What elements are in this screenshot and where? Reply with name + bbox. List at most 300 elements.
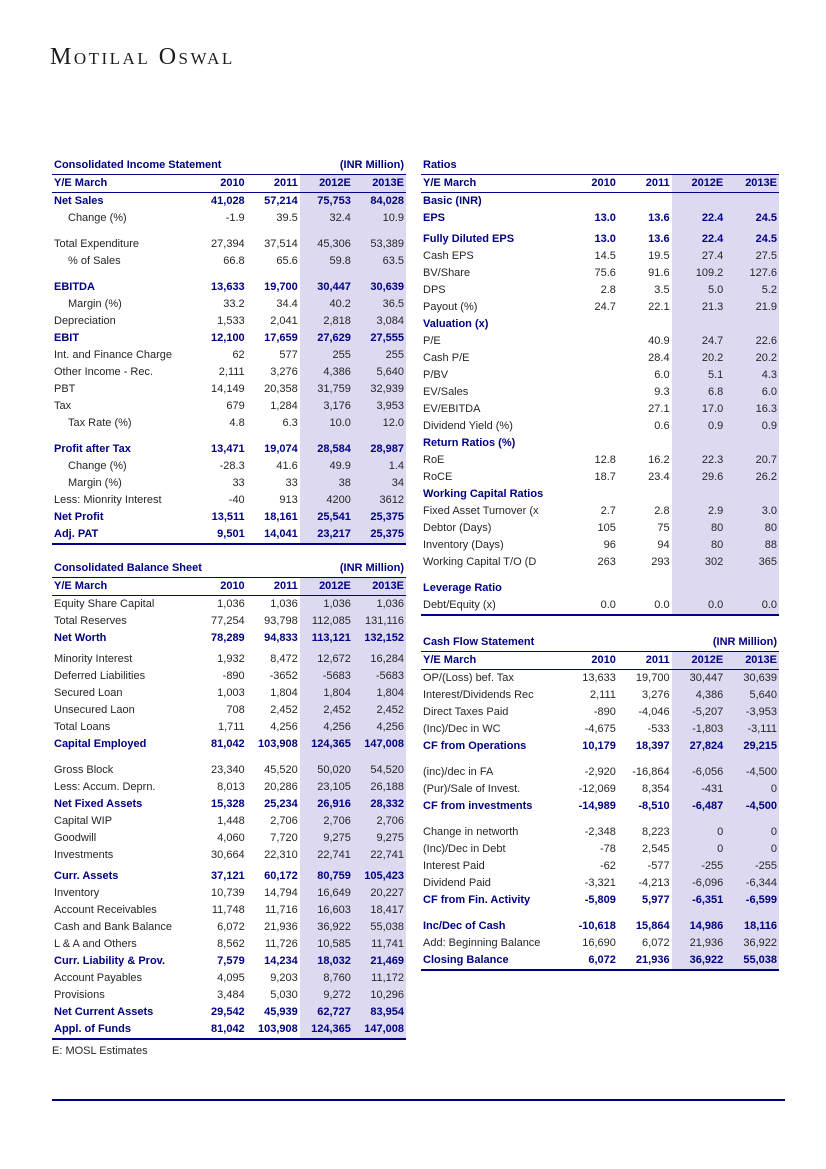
cell-value: -62 [599, 860, 616, 872]
cell-value: -5683 [300, 668, 353, 685]
cell-value: 9,501 [194, 526, 247, 544]
column-header-row [421, 175, 779, 193]
cell-value: 40.9 [648, 335, 670, 347]
year-header: 2010 [194, 175, 247, 193]
table-row [52, 847, 406, 864]
cell-value: 39.5 [276, 212, 298, 224]
table-row [52, 668, 406, 685]
year-header-label: Y/E March [52, 578, 194, 596]
cell-value: 17,659 [264, 332, 298, 344]
table-unit: (INR Million) [300, 157, 406, 175]
row-label: Deferred Liabilities [54, 670, 146, 682]
row-label: Tax Rate (%) [68, 417, 132, 429]
table-row [52, 236, 406, 253]
cell-value: 16.2 [648, 454, 670, 466]
cell-value [300, 432, 353, 441]
row-label: Debt/Equity (x) [421, 597, 564, 615]
cell-value: 0.9 [725, 418, 779, 435]
table-row [52, 458, 406, 475]
cell-value: 112,085 [300, 613, 353, 630]
table-row [52, 613, 406, 630]
table-row [421, 384, 779, 401]
row-label: Total Reserves [54, 615, 127, 627]
year-header: 2011 [247, 175, 300, 193]
row-label: Cash EPS [423, 250, 474, 262]
cell-value: 103,908 [247, 1021, 300, 1039]
cell-value: 25,375 [353, 526, 406, 544]
cell-value [564, 350, 618, 367]
cell-value: 33 [285, 477, 298, 489]
cell-value: 11,172 [353, 970, 406, 987]
cell-value: 32,939 [353, 381, 406, 398]
table-row [421, 350, 779, 367]
cell-value: 255 [300, 347, 353, 364]
cell-value: 3,276 [642, 689, 670, 701]
cell-value: 94,833 [264, 632, 298, 644]
table-row [52, 509, 406, 526]
row-label: Debtor (Days) [423, 522, 492, 534]
row-label: Investments [54, 849, 114, 861]
cell-value: 5,030 [270, 989, 298, 1001]
cell-value [564, 384, 618, 401]
table-row [52, 719, 406, 736]
cell-value: 105 [597, 522, 616, 534]
row-label: (Pur)/Sale of Invest. [423, 783, 521, 795]
cell-value: 13,511 [211, 511, 245, 523]
row-label: Inventory [54, 887, 100, 899]
cell-value: 25,375 [353, 509, 406, 526]
table-row [52, 651, 406, 668]
cell-value: 263 [597, 556, 616, 568]
cell-value: 16.3 [725, 401, 779, 418]
row-label: Direct Taxes Paid [423, 706, 509, 718]
cell-value: 2,111 [589, 689, 616, 701]
cell-value: 1,533 [217, 315, 245, 327]
cell-value: -4,046 [638, 706, 670, 718]
row-label: Account Receivables [54, 904, 157, 916]
cell-value: 30,664 [211, 849, 245, 861]
table-row [421, 909, 779, 918]
page-bottom-rule [52, 1099, 785, 1101]
year-header: 2012E [300, 175, 353, 193]
table-title: Ratios [421, 157, 672, 175]
cell-value: 13,471 [211, 443, 245, 455]
table-row [52, 492, 406, 509]
cell-value: 1,036 [353, 596, 406, 614]
cell-value: 83,954 [353, 1004, 406, 1021]
cell-value [618, 486, 672, 503]
row-label: Inventory (Days) [423, 539, 504, 551]
row-label [52, 227, 194, 236]
cell-value: 8,354 [642, 783, 670, 795]
table-row [421, 721, 779, 738]
cell-value: 60,172 [264, 870, 298, 882]
table-row [421, 571, 779, 580]
cell-value: 7,720 [270, 832, 298, 844]
cell-value: 34 [353, 475, 406, 492]
row-label: Total Expenditure [54, 238, 139, 250]
cell-value: 913 [279, 494, 298, 506]
content-columns [52, 157, 779, 1057]
cell-value: 81,042 [194, 1021, 247, 1039]
table-row [52, 526, 406, 544]
cell-value: 1.4 [353, 458, 406, 475]
cell-value: 22,741 [300, 847, 353, 864]
table-row [421, 282, 779, 299]
cell-value [300, 227, 353, 236]
cell-value: 13.0 [594, 212, 616, 224]
cell-value: 30,639 [725, 670, 779, 688]
row-label: Working Capital T/O (D [423, 556, 537, 568]
cell-value: 4,060 [217, 832, 245, 844]
cell-value: 50,020 [300, 762, 353, 779]
cell-value: 255 [353, 347, 406, 364]
cell-value: 36,922 [725, 935, 779, 952]
cell-value: 577 [279, 349, 298, 361]
row-label: (inc)/dec in FA [423, 766, 494, 778]
cell-value [300, 270, 353, 279]
table-row [421, 755, 779, 764]
row-label: Adj. PAT [52, 526, 194, 544]
table-row [421, 333, 779, 350]
cell-value: 26,916 [300, 796, 353, 813]
cell-value: 29,215 [725, 738, 779, 755]
cell-value [564, 580, 618, 597]
cell-value: 0.0 [725, 597, 779, 615]
row-label: Unsecured Laon [54, 704, 135, 716]
cell-value [564, 193, 618, 211]
table-row [52, 936, 406, 953]
cell-value: 62 [232, 349, 245, 361]
row-label: Margin (%) [68, 477, 122, 489]
year-header: 2012E [300, 578, 353, 596]
cell-value: 10,179 [582, 740, 616, 752]
cell-value: 22.3 [672, 452, 726, 469]
cell-value: 0 [725, 781, 779, 798]
cell-value: 4,256 [270, 721, 298, 733]
cell-value: -12,069 [578, 783, 616, 795]
cell-value: 21.9 [725, 299, 779, 316]
cell-value: -3,321 [584, 877, 616, 889]
cell-value: 103,908 [258, 738, 298, 750]
cell-value: 30,639 [353, 279, 406, 296]
cell-value: 6,072 [564, 952, 618, 970]
cell-value: 37,121 [211, 870, 245, 882]
row-label: Margin (%) [68, 298, 122, 310]
cell-value [564, 755, 618, 764]
cell-value: 11,741 [353, 936, 406, 953]
table-row [421, 418, 779, 435]
table-row [52, 364, 406, 381]
cell-value: 45,520 [264, 764, 298, 776]
cell-value: 80 [672, 537, 726, 554]
cell-value: 15,328 [211, 798, 245, 810]
row-label: Fully Diluted EPS [423, 233, 515, 245]
cell-value [618, 316, 672, 333]
table-row [52, 885, 406, 902]
cell-value: 3,953 [353, 398, 406, 415]
table-row [52, 253, 406, 270]
cell-value: 3,176 [300, 398, 353, 415]
cell-value: 2,041 [270, 315, 298, 327]
cell-value: 8,223 [642, 826, 670, 838]
year-header: 2012E [672, 652, 726, 670]
cell-value: 27,629 [300, 330, 353, 347]
cell-value [672, 316, 726, 333]
row-label: Net Current Assets [54, 1006, 154, 1018]
table-unit: (INR Million) [672, 634, 779, 652]
cell-value: 80,759 [300, 868, 353, 885]
cell-value: 22.4 [672, 231, 726, 248]
cell-value: 57,214 [264, 195, 298, 207]
cell-value: 25,541 [300, 509, 353, 526]
cell-value: 30,447 [672, 670, 726, 688]
cell-value: 62,727 [300, 1004, 353, 1021]
table-row [421, 537, 779, 554]
cell-value: 2,706 [353, 813, 406, 830]
row-label: EPS [423, 212, 446, 224]
table-row [52, 432, 406, 441]
row-label: Return Ratios (%) [423, 437, 516, 449]
table-row [52, 279, 406, 296]
table-row [421, 210, 779, 227]
cell-value: 75 [657, 522, 670, 534]
cell-value: 22.4 [672, 210, 726, 227]
cell-value: 28,584 [300, 441, 353, 458]
cell-value: 8,013 [217, 781, 245, 793]
cell-value: 1,036 [217, 598, 245, 610]
year-header-label: Y/E March [421, 175, 564, 193]
cell-value: 18,032 [300, 953, 353, 970]
cell-value: 16,690 [582, 937, 616, 949]
cell-value [725, 755, 779, 764]
table-row [52, 796, 406, 813]
cell-value: 11,748 [211, 904, 245, 916]
table-row [421, 193, 779, 211]
cell-value: 4,095 [217, 972, 245, 984]
cell-value: 0.0 [564, 597, 618, 615]
cell-value: 5.1 [672, 367, 726, 384]
cell-value [725, 193, 779, 211]
cell-value [672, 571, 726, 580]
motilal-oswal-logo: Motilal Oswal [50, 44, 235, 70]
row-label: Net Sales [54, 195, 104, 207]
cell-value: 94 [657, 539, 670, 551]
cell-value [725, 580, 779, 597]
cell-value: -255 [672, 858, 726, 875]
table-row [52, 227, 406, 236]
table-row [52, 193, 406, 211]
year-header: 2013E [725, 175, 779, 193]
row-label: Provisions [54, 989, 105, 1001]
cell-value [725, 435, 779, 452]
cell-value: 9,203 [270, 972, 298, 984]
cell-value [672, 580, 726, 597]
cell-value: 14,986 [672, 918, 726, 935]
cell-value: 1,711 [217, 721, 245, 733]
cell-value: 5.2 [725, 282, 779, 299]
cell-value: -5,809 [584, 894, 616, 906]
row-label: CF from Fin. Activity [423, 894, 531, 906]
cell-value: 41.6 [276, 460, 298, 472]
cell-value: 20,227 [353, 885, 406, 902]
cell-value: -6,599 [725, 892, 779, 909]
cell-value: 19,700 [635, 672, 670, 684]
table-row [421, 316, 779, 333]
cell-value [618, 193, 672, 211]
cell-value: 3.0 [725, 503, 779, 520]
cell-value [725, 571, 779, 580]
table-unit [672, 157, 779, 175]
table-row [52, 753, 406, 762]
row-label [52, 270, 194, 279]
cell-value: 10,296 [353, 987, 406, 1004]
cell-value: 9.3 [654, 386, 670, 398]
table-row [52, 630, 406, 647]
cell-value: 24.7 [594, 301, 616, 313]
cell-value: 113,121 [300, 630, 353, 647]
cell-value: 2.9 [672, 503, 726, 520]
row-label: Basic (INR) [423, 195, 482, 207]
cell-value [672, 909, 726, 918]
cell-value: 22.6 [725, 333, 779, 350]
row-label: Change in networth [423, 826, 519, 838]
cell-value: 77,254 [211, 615, 245, 627]
cell-value: 6.8 [672, 384, 726, 401]
cell-value: 45,306 [300, 236, 353, 253]
row-label: Interest Paid [423, 860, 485, 872]
cell-value: -577 [647, 860, 670, 872]
cell-value: 20,286 [264, 781, 298, 793]
right-column [421, 157, 779, 971]
cell-value [672, 193, 726, 211]
table-row [52, 415, 406, 432]
table-row [421, 935, 779, 952]
cell-value: -14,989 [578, 800, 616, 812]
cell-value: 5,640 [353, 364, 406, 381]
income-statement-table [52, 157, 406, 545]
cell-value: 33 [232, 477, 245, 489]
left-column [52, 157, 406, 1057]
cell-value [564, 815, 618, 824]
row-label: Cash and Bank Balance [54, 921, 173, 933]
row-label: L & A and Others [54, 938, 137, 950]
cell-value: 2,706 [300, 813, 353, 830]
cell-value: 23.4 [648, 471, 670, 483]
cell-value: 37,514 [264, 238, 298, 250]
table-row [421, 435, 779, 452]
cell-value: 26,188 [353, 779, 406, 796]
cell-value: 1,804 [300, 685, 353, 702]
cell-value: 365 [725, 554, 779, 571]
cell-value [618, 815, 672, 824]
cell-value: 6,072 [642, 937, 670, 949]
cell-value: 78,289 [211, 632, 245, 644]
cell-value: 24.5 [725, 231, 779, 248]
cell-value: 28.4 [648, 352, 670, 364]
cell-value: 29.6 [672, 469, 726, 486]
row-label: Valuation (x) [423, 318, 489, 330]
table-row [421, 265, 779, 282]
cell-value: 20.7 [725, 452, 779, 469]
cell-value: 26.2 [725, 469, 779, 486]
table-row [421, 452, 779, 469]
table-title: Consolidated Income Statement [52, 157, 300, 175]
year-header: 2013E [725, 652, 779, 670]
year-header-label: Y/E March [52, 175, 194, 193]
cell-value: -3652 [269, 670, 298, 682]
cell-value: 302 [672, 554, 726, 571]
table-row [52, 702, 406, 719]
cell-value [353, 432, 406, 441]
cell-value: 11,716 [264, 904, 298, 916]
cell-value: 1,036 [270, 598, 298, 610]
cell-value [353, 753, 406, 762]
cell-value: 1,932 [217, 653, 245, 665]
cell-value [672, 486, 726, 503]
table-title-row [421, 634, 779, 652]
row-label: Capital Employed [54, 738, 147, 750]
cell-value [672, 815, 726, 824]
table-row [421, 367, 779, 384]
table-row [52, 313, 406, 330]
estimates-footnote: E: MOSL Estimates [52, 1045, 148, 1057]
table-row [52, 779, 406, 796]
cell-value: 5,977 [642, 894, 670, 906]
cell-value: 16,649 [300, 885, 353, 902]
year-header: 2010 [194, 578, 247, 596]
cell-value: 34.4 [276, 298, 298, 310]
cell-value: -6,344 [725, 875, 779, 892]
cell-value: 16,603 [300, 902, 353, 919]
cell-value: -6,096 [672, 875, 726, 892]
table-row [421, 892, 779, 909]
cell-value [564, 486, 618, 503]
cell-value: 8,472 [270, 653, 298, 665]
cell-value: 2,545 [642, 843, 670, 855]
cell-value [564, 401, 618, 418]
table-row [52, 381, 406, 398]
row-label: Int. and Finance Charge [54, 349, 173, 361]
cell-value [618, 435, 672, 452]
cell-value: 18.7 [594, 471, 616, 483]
row-label: P/E [423, 335, 441, 347]
row-label: CF from Operations [423, 740, 527, 752]
cell-value [725, 909, 779, 918]
table-row [421, 918, 779, 935]
cell-value: 2,111 [218, 366, 245, 378]
cell-value: 32.4 [300, 210, 353, 227]
cell-value: -3,953 [725, 704, 779, 721]
row-label: Add: Beginning Balance [423, 937, 541, 949]
cell-value: 14.5 [594, 250, 616, 262]
cell-value: 63.5 [353, 253, 406, 270]
cell-value: 0.0 [618, 597, 672, 615]
cell-value: 708 [226, 704, 245, 716]
cell-value: 4200 [300, 492, 353, 509]
row-label: P/BV [423, 369, 449, 381]
cell-value: 17.0 [672, 401, 726, 418]
cell-value [618, 571, 672, 580]
row-label [52, 432, 194, 441]
year-header: 2013E [353, 578, 406, 596]
column-header-row [52, 175, 406, 193]
table-row [421, 704, 779, 721]
cell-value: 49.9 [300, 458, 353, 475]
cell-value: 6,072 [217, 921, 245, 933]
cell-value: 93,798 [264, 615, 298, 627]
row-label: Leverage Ratio [423, 582, 502, 594]
